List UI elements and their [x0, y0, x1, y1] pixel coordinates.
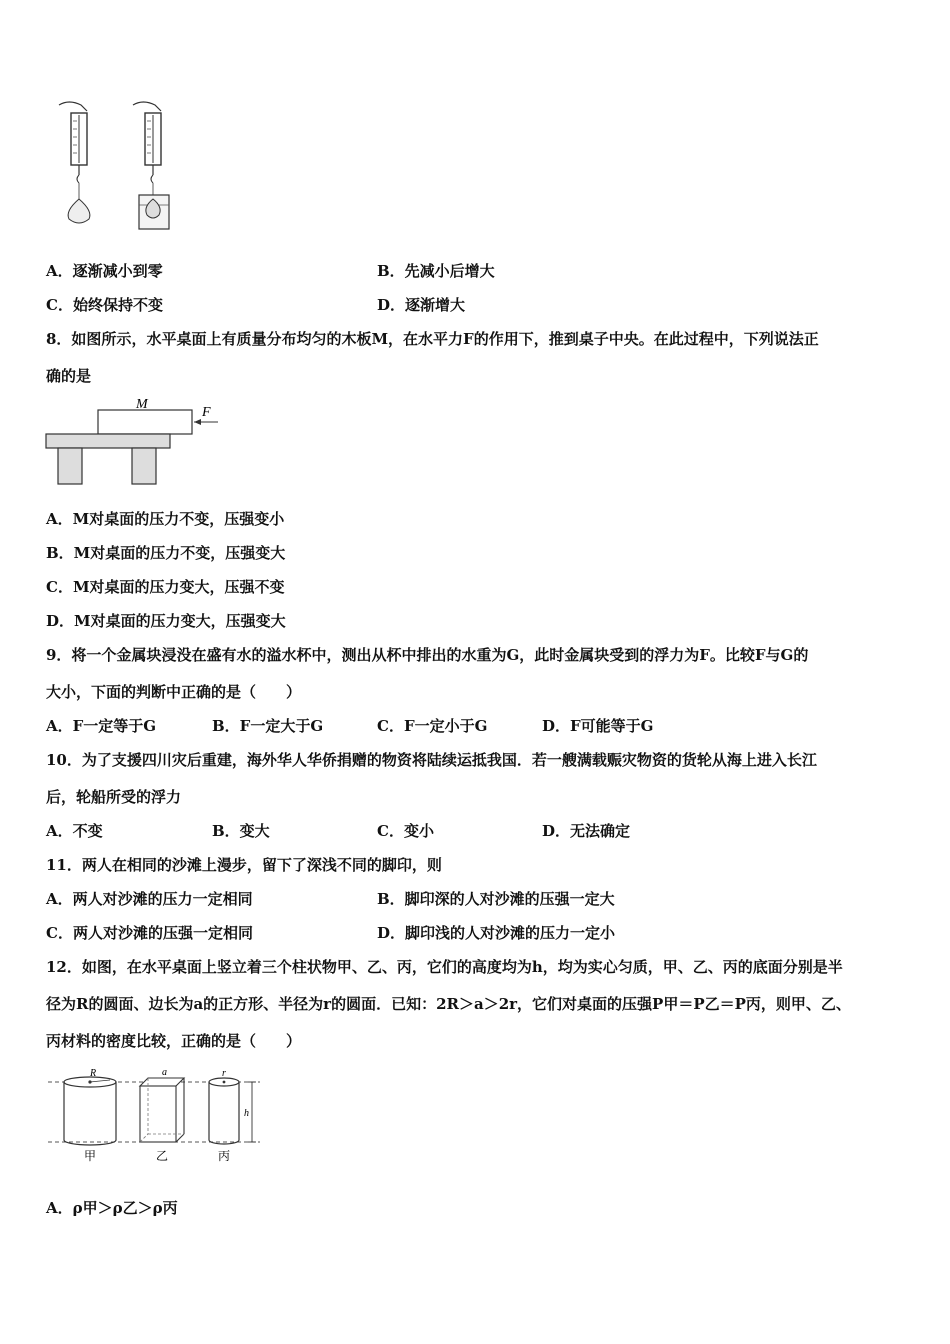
q11-option-a: A．两人对沙滩的压力一定相同 [46, 890, 253, 908]
q9-option-b: B．F一定大于G [212, 717, 324, 735]
label-h: h [244, 1108, 249, 1119]
q12-stem-line3: 丙材料的密度比较，正确的是（ ） [46, 1032, 302, 1050]
label-m: M [136, 397, 148, 412]
label-a: a [162, 1067, 167, 1078]
q9-option-d: D．F可能等于G [542, 717, 654, 735]
q11-option-b: B．脚印深的人对沙滩的压强一定大 [377, 890, 615, 908]
q8-stem-line2: 确的是 [46, 367, 92, 385]
q8-option-c: C．M对桌面的压力变大，压强不变 [46, 578, 285, 596]
q8-option-a: A．M对桌面的压力不变，压强变小 [46, 510, 285, 528]
q8-option-d: D．M对桌面的压力变大，压强变大 [46, 612, 286, 630]
spring-scale-figure [45, 95, 185, 235]
label-f: F [202, 405, 211, 420]
label-r-small: r [222, 1068, 226, 1079]
q10-stem-line2: 后，轮船所受的浮力 [46, 788, 182, 806]
q10-option-c: C．变小 [377, 822, 434, 840]
board-table-figure [44, 394, 224, 486]
q12-option-a: A．ρ甲＞ρ乙＞ρ丙 [46, 1199, 178, 1217]
q10-option-d: D．无法确定 [542, 822, 631, 840]
q8-option-b: B．M对桌面的压力不变，压强变大 [46, 544, 286, 562]
q9-option-a: A．F一定等于G [46, 717, 157, 735]
q10-option-b: B．变大 [212, 822, 270, 840]
label-jia: 甲 [84, 1149, 97, 1163]
q8-stem-line1: 8．如图所示，水平桌面上有质量分布均匀的木板M，在水平力F的作用下，推到桌子中央。在此过程中，下列说法正 [46, 330, 819, 348]
q11-option-c: C．两人对沙滩的压强一定相同 [46, 924, 253, 942]
q12-stem-line2: 径为R的圆面、边长为a的正方形、半径为r的圆面．已知：2R＞a＞2r，它们对桌面的压强P甲＝P乙＝P丙，则甲、乙、 [46, 995, 851, 1013]
q9-stem-line2: 大小，下面的判断中正确的是（ ） [46, 683, 302, 701]
label-yi: 乙 [156, 1149, 169, 1163]
label-r-big: R [90, 1068, 97, 1079]
q11-option-d: D．脚印浅的人对沙滩的压力一定小 [377, 924, 616, 942]
q12-stem-line1: 12．如图，在水平桌面上竖立着三个柱状物甲、乙、丙，它们的高度均为h，均为实心匀质，甲、乙、丙的底面分别是半 [46, 958, 843, 976]
label-bing: 丙 [218, 1149, 231, 1163]
q10-stem-line1: 10．为了支援四川灾后重建，海外华人华侨捐赠的物资将陆续运抵我国．若一艘满载赈灾物资的货轮从海上进入长江 [46, 751, 817, 769]
q7-option-a: A．逐渐减小到零 [46, 262, 163, 280]
q7-option-c: C．始终保持不变 [46, 296, 163, 314]
q9-option-c: C．F一定小于G [377, 717, 488, 735]
q11-stem: 11．两人在相同的沙滩上漫步，留下了深浅不同的脚印，则 [46, 856, 442, 874]
q10-option-a: A．不变 [46, 822, 103, 840]
three-columns-figure [48, 1066, 268, 1164]
q9-stem-line1: 9．将一个金属块浸没在盛有水的溢水杯中，测出从杯中排出的水重为G，此时金属块受到的浮力为F。比较F与G的 [46, 646, 809, 664]
q7-option-d: D．逐渐增大 [377, 296, 466, 314]
q7-option-b: B．先减小后增大 [377, 262, 495, 280]
